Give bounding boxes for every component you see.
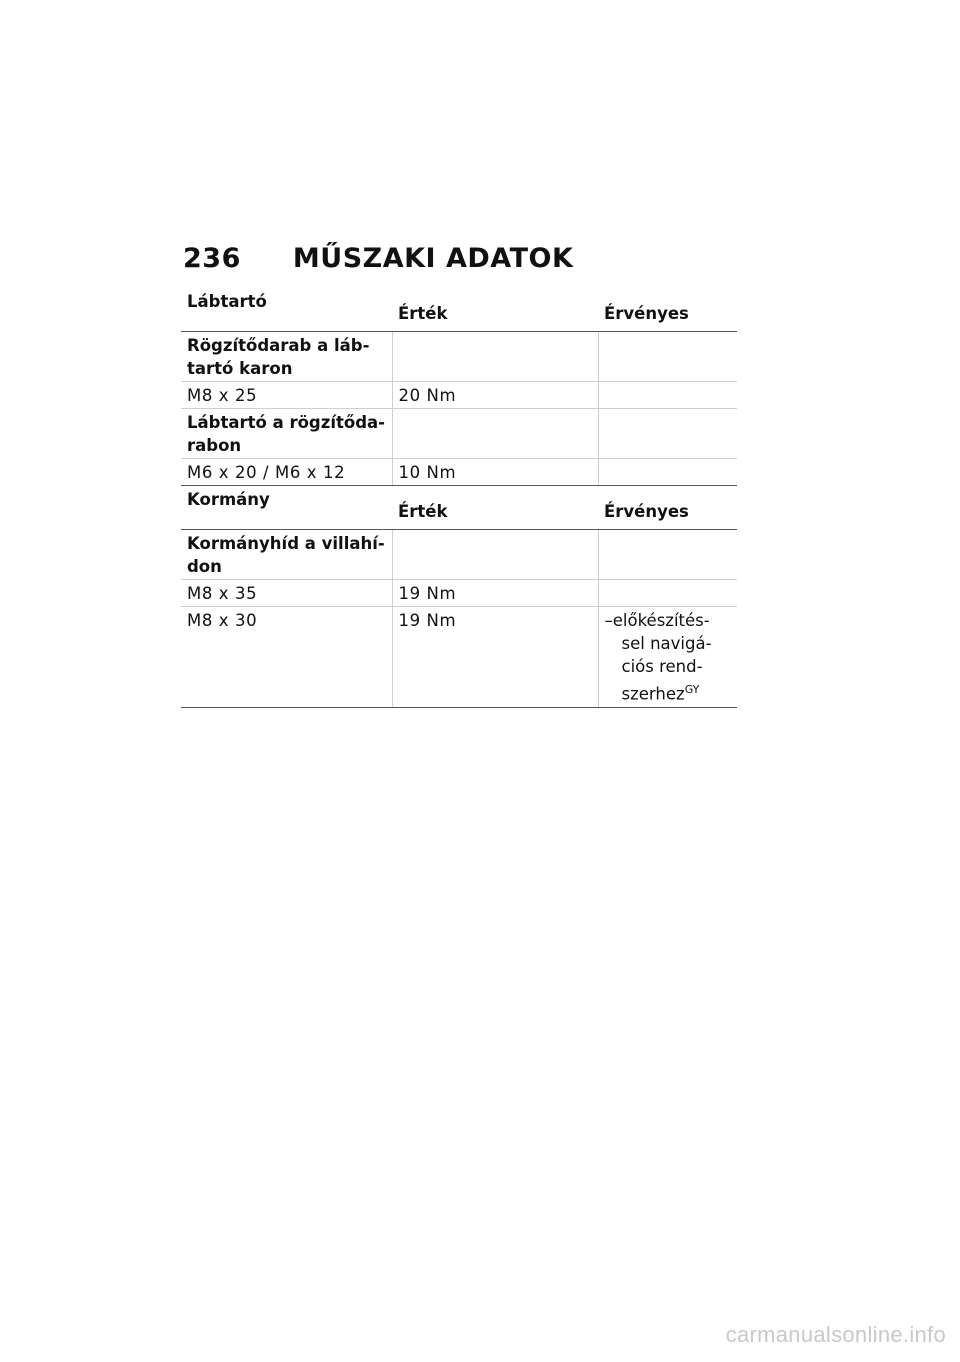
- page-number: 236: [183, 243, 241, 274]
- row-label: Kormányhíd a villahí-don: [181, 530, 392, 580]
- row-label: Rögzítődarab a láb-tartó karon: [181, 332, 392, 382]
- page-header: [183, 243, 573, 274]
- row-valid: [598, 530, 737, 580]
- row-label: Lábtartó a rögzítőda-rabon: [181, 409, 392, 459]
- table-row: [181, 382, 737, 409]
- row-valid: [598, 459, 737, 486]
- table-row: [181, 580, 737, 607]
- row-label: M6 x 20 / M6 x 12: [181, 459, 392, 486]
- watermark: carmanualsonline.info: [725, 1322, 946, 1347]
- row-label: M8 x 25: [181, 382, 392, 409]
- footrest-torque-table: [181, 290, 737, 486]
- validity-note-text: –előkészítés-sel navigá-ciós rend-szerhez: [604, 611, 712, 704]
- column-header-value: Érték: [392, 290, 598, 332]
- country-code-superscript: GY: [684, 683, 700, 696]
- row-value: [392, 332, 598, 382]
- row-value: 19 Nm: [392, 607, 598, 708]
- table-row: [181, 409, 737, 459]
- row-label: M8 x 35: [181, 580, 392, 607]
- row-valid: [598, 332, 737, 382]
- column-header-valid: Érvényes: [598, 488, 737, 530]
- column-header-component: Kormány: [181, 488, 392, 530]
- table-row: [181, 332, 737, 382]
- column-header-value: Érték: [392, 488, 598, 530]
- column-header-component: Lábtartó: [181, 290, 392, 332]
- table-row: [181, 607, 737, 708]
- column-header-valid: Érvényes: [598, 290, 737, 332]
- row-label: M8 x 30: [181, 607, 392, 708]
- table-header-row: [181, 290, 737, 332]
- row-value: 10 Nm: [392, 459, 598, 486]
- row-valid: [598, 409, 737, 459]
- row-valid: [598, 607, 737, 708]
- row-value: 20 Nm: [392, 382, 598, 409]
- row-valid: [598, 580, 737, 607]
- row-value: [392, 530, 598, 580]
- validity-note: [605, 609, 732, 706]
- row-value: 19 Nm: [392, 580, 598, 607]
- table-header-row: [181, 488, 737, 530]
- handlebar-torque-table: [181, 488, 737, 708]
- section-title: MŰSZAKI ADATOK: [292, 243, 574, 274]
- table-row: [181, 459, 737, 486]
- table-row: [181, 530, 737, 580]
- row-value: [392, 409, 598, 459]
- row-valid: [598, 382, 737, 409]
